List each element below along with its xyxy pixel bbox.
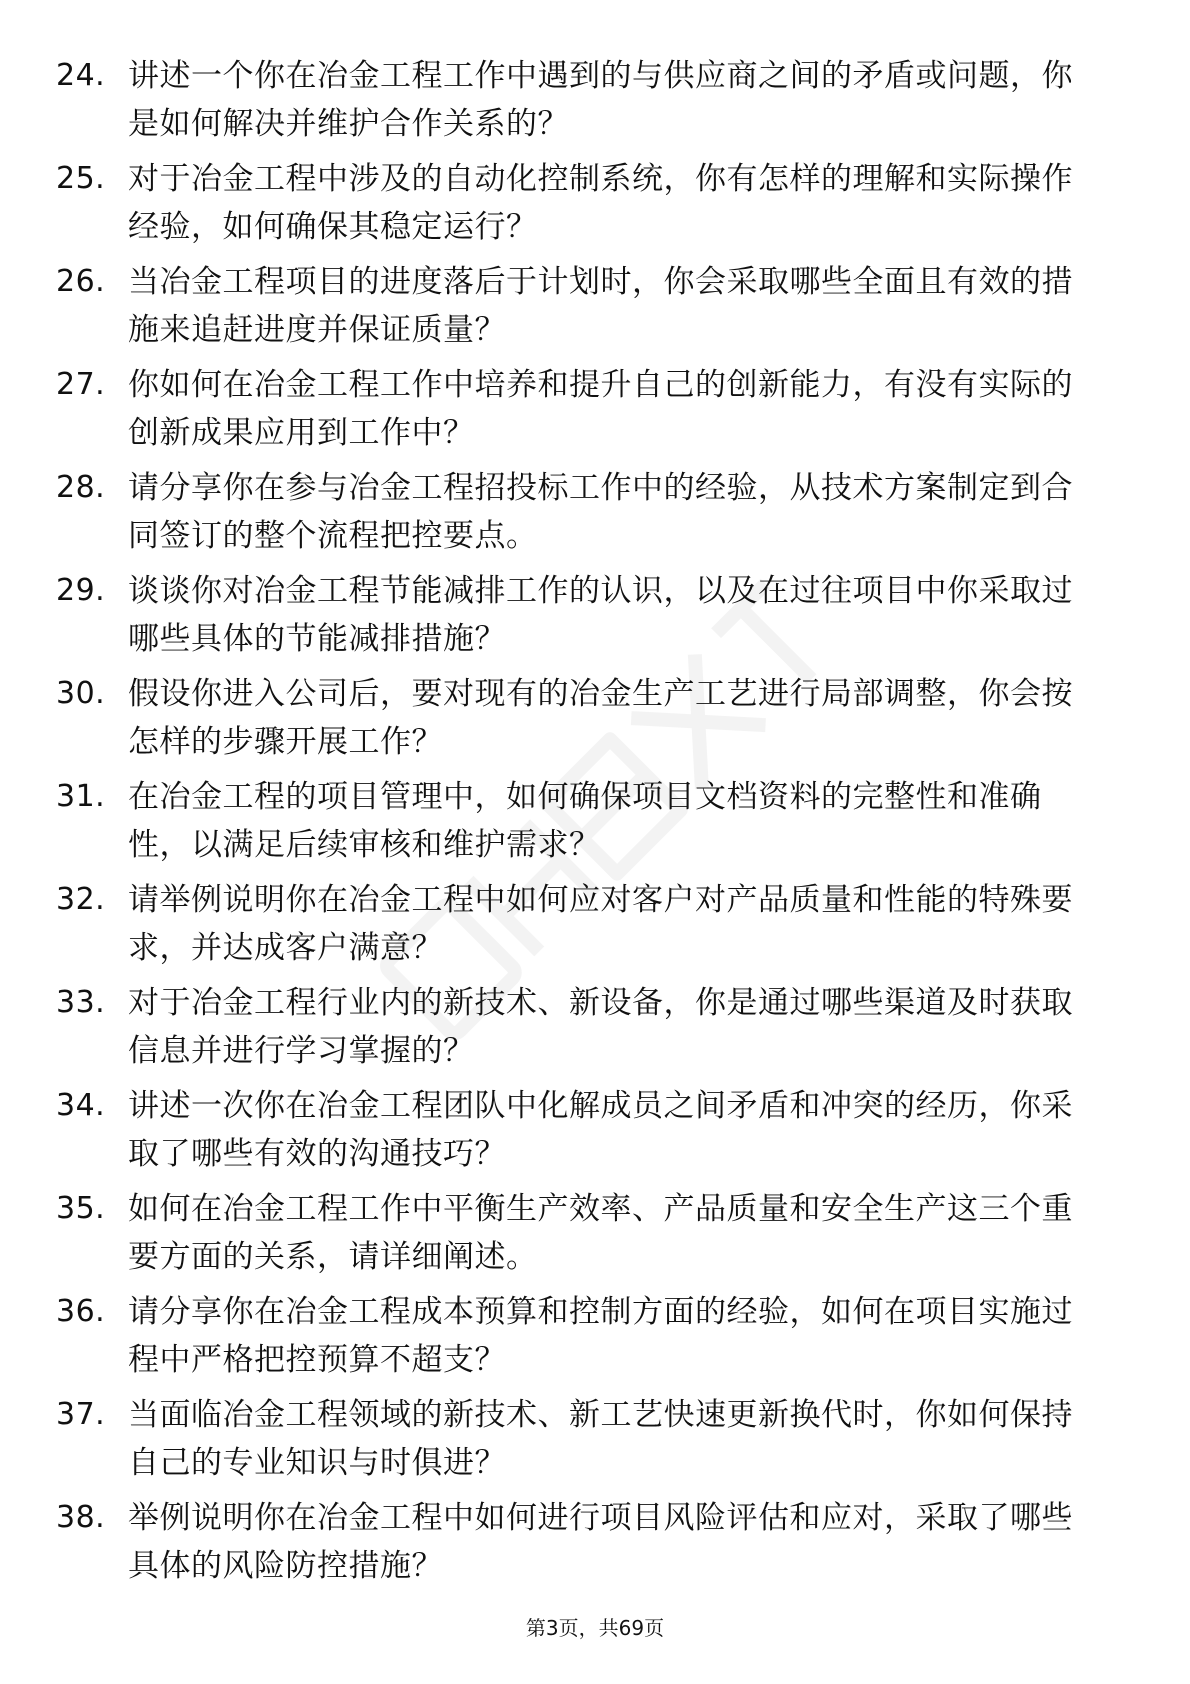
question-number: 37. (56, 1397, 106, 1432)
question-item (56, 155, 1116, 258)
question-text: 当面临冶金工程领域的新技术、新工艺快速更新换代时，你如何保持自己的专业知识与时俱进？ (128, 1397, 1073, 1481)
question-text: 谈谈你对冶金工程节能减排工作的认识，以及在过往项目中你采取过哪些具体的节能减排措施？ (128, 573, 1073, 657)
question-number: 27. (56, 367, 106, 402)
question-item (56, 1391, 1116, 1494)
question-item (56, 1082, 1116, 1185)
question-item (56, 1185, 1116, 1288)
question-list (56, 52, 1116, 1597)
question-text: 假设你进入公司后，要对现有的冶金生产工艺进行局部调整，你会按怎样的步骤开展工作？ (128, 676, 1073, 760)
question-item (56, 1494, 1116, 1597)
question-number: 36. (56, 1294, 106, 1329)
question-number: 32. (56, 882, 106, 917)
question-text: 请举例说明你在冶金工程中如何应对客户对产品质量和性能的特殊要求，并达成客户满意？ (128, 882, 1073, 966)
question-item (56, 361, 1116, 464)
question-number: 34. (56, 1088, 106, 1123)
page-number-label: 第3页，共69页 (525, 1616, 665, 1640)
question-item (56, 1288, 1116, 1391)
question-number: 25. (56, 161, 106, 196)
question-text: 在冶金工程的项目管理中，如何确保项目文档资料的完整性和准确性，以满足后续审核和维护需求？ (128, 779, 1042, 863)
question-item (56, 258, 1116, 361)
question-text: 对于冶金工程中涉及的自动化控制系统，你有怎样的理解和实际操作经验，如何确保其稳定运行？ (128, 161, 1073, 245)
question-item (56, 773, 1116, 876)
question-number: 24. (56, 58, 106, 93)
question-text: 如何在冶金工程工作中平衡生产效率、产品质量和安全生产这三个重要方面的关系，请详细阐述。 (128, 1191, 1073, 1275)
question-item (56, 876, 1116, 979)
question-number: 35. (56, 1191, 106, 1226)
question-number: 31. (56, 779, 106, 814)
question-item (56, 52, 1116, 155)
question-text: 你如何在冶金工程工作中培养和提升自己的创新能力，有没有实际的创新成果应用到工作中？ (128, 367, 1073, 451)
question-number: 28. (56, 470, 106, 505)
question-item (56, 464, 1116, 567)
question-text: 举例说明你在冶金工程中如何进行项目风险评估和应对，采取了哪些具体的风险防控措施？ (128, 1500, 1073, 1584)
question-text: 当冶金工程项目的进度落后于计划时，你会采取哪些全面且有效的措施来追赶进度并保证质量？ (128, 264, 1073, 348)
question-number: 26. (56, 264, 106, 299)
question-text: 讲述一个你在冶金工程工作中遇到的与供应商之间的矛盾或问题，你是如何解决并维护合作关系的？ (128, 58, 1073, 142)
question-number: 33. (56, 985, 106, 1020)
question-number: 38. (56, 1500, 106, 1535)
question-text: 对于冶金工程行业内的新技术、新设备，你是通过哪些渠道及时获取信息并进行学习掌握的？ (128, 985, 1073, 1069)
question-text: 请分享你在冶金工程成本预算和控制方面的经验，如何在项目实施过程中严格把控预算不超支？ (128, 1294, 1073, 1378)
question-item (56, 567, 1116, 670)
question-item (56, 979, 1116, 1082)
question-number: 30. (56, 676, 106, 711)
question-text: 讲述一次你在冶金工程团队中化解成员之间矛盾和冲突的经历，你采取了哪些有效的沟通技巧？ (128, 1088, 1073, 1172)
question-item (56, 670, 1116, 773)
question-text: 请分享你在参与冶金工程招投标工作中的经验，从技术方案制定到合同签订的整个流程把控要点。 (128, 470, 1073, 554)
question-number: 29. (56, 573, 106, 608)
page-footer (0, 1614, 1190, 1642)
